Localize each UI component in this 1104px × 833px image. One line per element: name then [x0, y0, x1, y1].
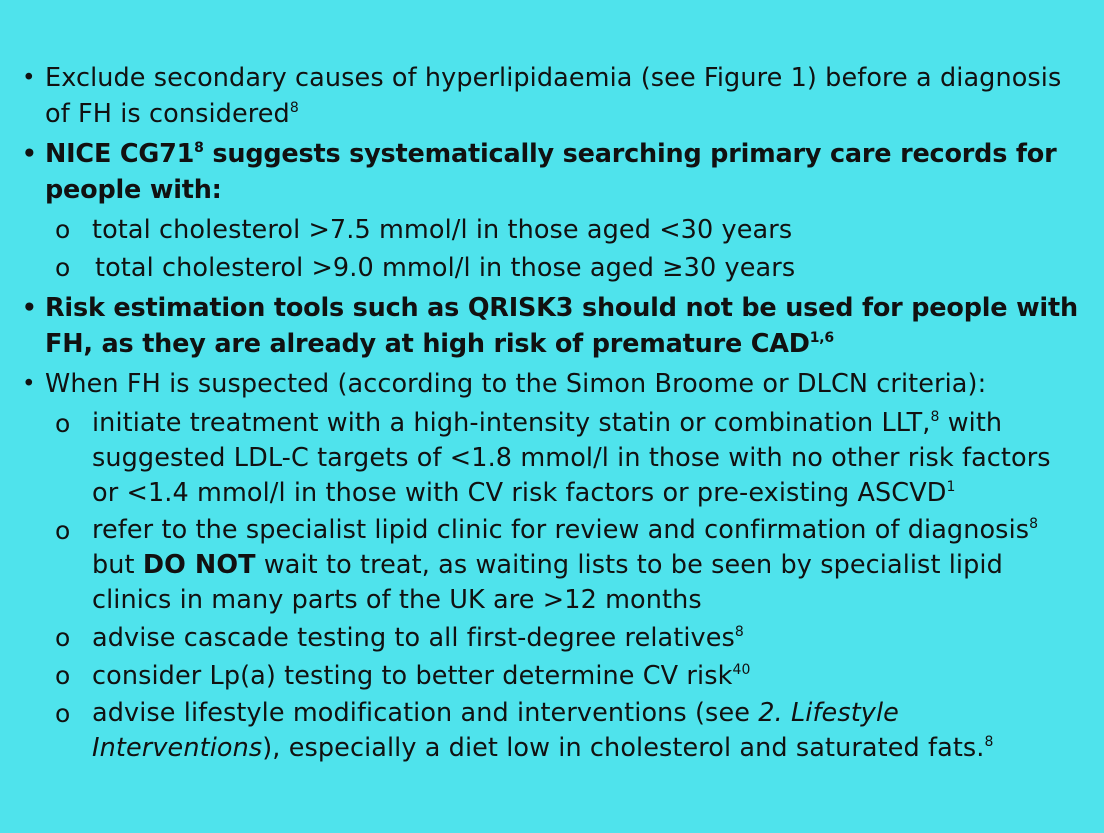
reference-superscript: 8	[289, 100, 299, 116]
cross-reference-lifestyle-interventions: 2. Lifestyle Interventions	[92, 698, 899, 763]
bullet-marker: •	[22, 65, 36, 91]
subitem-text-wrap	[92, 696, 1080, 766]
subitem-refer-specialist	[28, 513, 1080, 618]
subitem-cholesterol-30-plus	[28, 250, 1080, 286]
sub-marker: o	[55, 699, 71, 728]
emphasis-do-not: DO NOT	[142, 550, 256, 580]
bullet-text: When FH is suspected (according to the Simon Broome or DLCN criteria):	[45, 369, 987, 399]
reference-superscript: 8	[734, 624, 744, 640]
bullet-text: Exclude secondary causes of hyperlipidaemia (see Figure 1) before a diagnosis of FH is considered	[45, 63, 1062, 129]
sub-marker: o	[55, 623, 71, 652]
sub-marker: o	[55, 516, 71, 545]
subitem-text-wrap	[92, 513, 1080, 618]
subitem-lpa-testing	[28, 658, 1080, 694]
subitem-text: advise lifestyle modification and interventions (see	[92, 698, 759, 728]
bullet-risk-estimation-tools	[22, 290, 1080, 362]
subitem-text: refer to the specialist lipid clinic for review and confirmation of diagnosis	[92, 515, 1030, 545]
reference-superscript: 8	[194, 140, 204, 156]
sublist-fh-actions	[28, 406, 1080, 766]
bullet-text-guideline: NICE CG71	[45, 139, 195, 169]
sub-marker: o	[55, 409, 71, 438]
reference-superscript: 8	[930, 409, 940, 425]
subitem-lifestyle-modification	[28, 696, 1080, 766]
sublist-container	[28, 212, 1080, 286]
subitem-text: total cholesterol >9.0 mmol/l in those aged ≥30 years	[95, 253, 796, 283]
reference-superscript: 1,6	[809, 330, 834, 346]
subitem-text-wrap	[92, 406, 1080, 511]
reference-superscript: 40	[732, 662, 751, 678]
subitem-text-continued: with suggested LDL-C targets of <1.8 mmol/l in those with no other risk factors or <1.4 mmol/l in those with CV risk factors or pre-existing ASCVD	[92, 408, 1051, 508]
reference-superscript: 8	[1029, 516, 1039, 532]
subitem-text-continued: wait to treat, as waiting lists to be seen by specialist lipid clinics in many parts of the UK are >12 months	[92, 550, 1003, 615]
bullet-nice-cg71	[22, 136, 1080, 208]
bullet-text: Risk estimation tools such as QRISK3 should not be used for people with FH, as they are already at high risk of premature CAD	[45, 293, 1078, 359]
subitem-text: initiate treatment with a high-intensity statin or combination LLT,	[92, 408, 931, 438]
bullet-when-fh-suspected	[22, 366, 1080, 402]
sub-marker: o	[55, 215, 71, 244]
sub-marker: o	[55, 253, 71, 282]
bullet-list	[22, 60, 1080, 766]
sublist-cholesterol-thresholds	[28, 212, 1080, 286]
reference-superscript: 8	[984, 734, 994, 750]
subitem-cholesterol-under-30	[28, 212, 1080, 248]
bullet-marker: •	[22, 295, 37, 321]
subitem-text: advise cascade testing to all first-degree relatives	[92, 623, 735, 653]
bullet-text: suggests systematically searching primary care records for people with:	[45, 139, 1057, 205]
subitem-text: consider Lp(a) testing to better determine CV risk	[92, 661, 733, 691]
subitem-initiate-treatment	[28, 406, 1080, 511]
subitem-text-continued: ), especially a diet low in cholesterol and saturated fats.	[262, 733, 985, 763]
reference-superscript: 1	[946, 479, 956, 495]
sub-marker: o	[55, 661, 71, 690]
subitem-cascade-testing	[28, 620, 1080, 656]
bullet-marker: •	[22, 371, 36, 397]
bullet-exclude-secondary-causes	[22, 60, 1080, 132]
subitem-text-but: but	[92, 550, 143, 580]
subitem-text: total cholesterol >7.5 mmol/l in those aged <30 years	[92, 215, 793, 245]
sublist-container	[28, 406, 1080, 766]
bullet-marker: •	[22, 141, 37, 167]
